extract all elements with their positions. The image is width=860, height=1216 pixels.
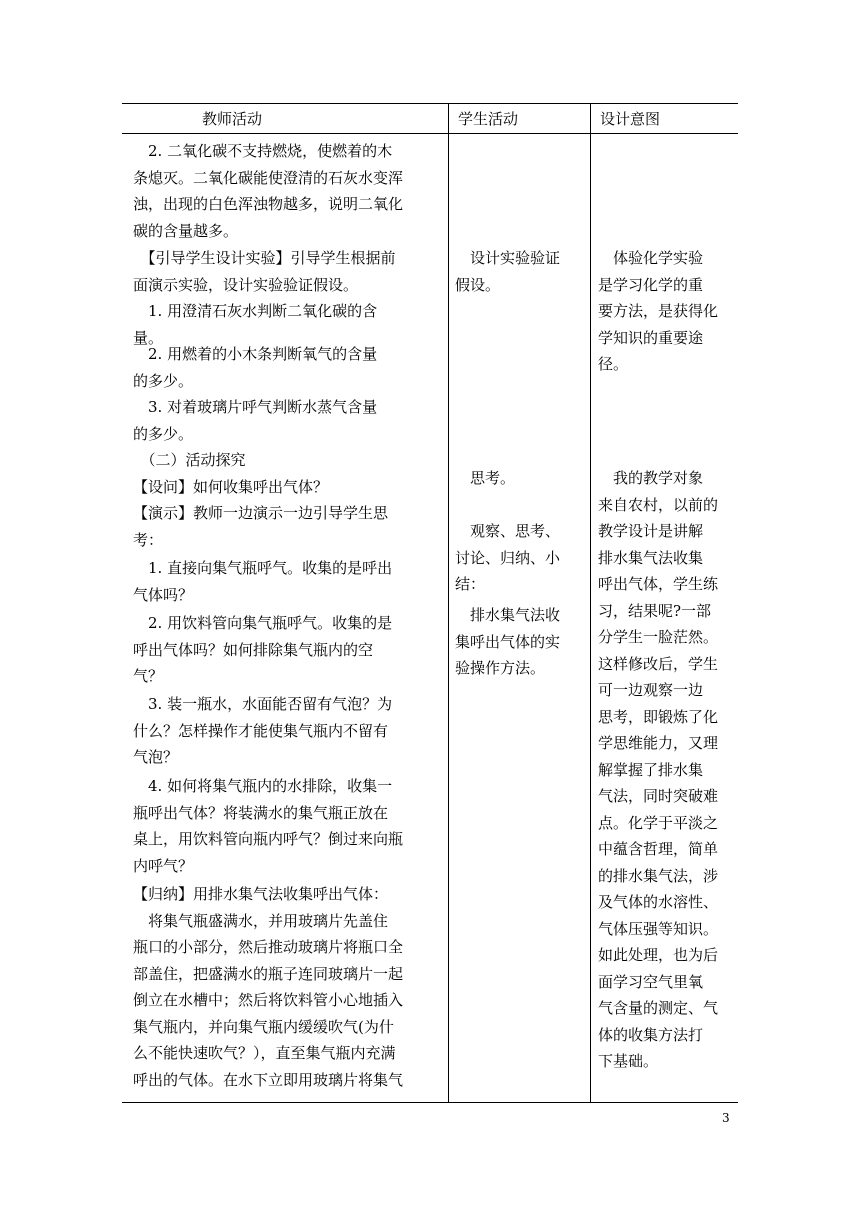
- teacher-line: 呼出的气体。在水下立即用玻璃片将集气: [133, 1070, 404, 1089]
- student-line: 设计实验验证: [455, 249, 561, 267]
- student-line: 集呼出气体的实: [455, 632, 561, 651]
- teacher-line: 气体吗？: [133, 585, 194, 604]
- intent-line: 气法，同时突破难: [598, 787, 719, 805]
- teacher-line: 么不能快速吹气？），直至集气瓶内充满: [133, 1044, 396, 1062]
- teacher-line: 碳的含量越多。: [133, 221, 239, 240]
- teacher-line: 气？: [133, 667, 164, 685]
- teacher-line: 考：: [133, 530, 164, 549]
- intent-line: 思考，即锻炼了化: [598, 707, 719, 726]
- intent-line: 气含量的测定、气: [598, 999, 719, 1017]
- student-line: 讨论、归纳、小: [455, 548, 561, 567]
- teacher-line: 3. 对着玻璃片呼气判断水蒸气含量: [133, 398, 378, 416]
- intent-line: 可一边观察一边: [598, 681, 704, 699]
- header-bottom-rule: [122, 133, 738, 134]
- teacher-line: 桌上，用饮料管向瓶内呼气？倒过来向瓶: [133, 830, 404, 848]
- intent-line: 这样修改后，学生: [598, 654, 719, 673]
- teacher-line: 条熄灭。二氧化碳能使澄清的石灰水变浑: [133, 168, 404, 187]
- student-line: 排水集气法收: [455, 606, 561, 624]
- teacher-line: 2. 二氧化碳不支持燃烧，使燃着的木: [133, 142, 393, 160]
- intent-line: 要方法，是获得化: [598, 302, 719, 320]
- header-teacher-activity: 教师活动: [202, 110, 263, 128]
- intent-line: 教学设计是讲解: [598, 522, 704, 540]
- intent-line: 的排水集气法，涉: [598, 866, 719, 885]
- student-line: 观察、思考、: [455, 522, 561, 540]
- teacher-line: 2. 用燃着的小木条判断氧气的含量: [133, 345, 378, 363]
- intent-line: 分学生一脸茫然。: [598, 628, 719, 646]
- intent-line: 下基础。: [598, 1052, 659, 1070]
- teacher-line: 集气瓶内，并向集气瓶内缓缓吹气(为什: [133, 1017, 394, 1036]
- teacher-line: 将集气瓶盛满水，并用玻璃片先盖住: [133, 911, 389, 930]
- intent-line: 解掌握了排水集: [598, 760, 704, 779]
- teacher-line: 【归纳】用排水集气法收集呼出气体：: [133, 885, 389, 903]
- teacher-line: 1. 直接向集气瓶呼气。收集的是呼出: [133, 559, 393, 577]
- intent-line: 中蕴含哲理，简单: [598, 840, 719, 858]
- teacher-line: 的多少。: [133, 424, 194, 443]
- teacher-line: 部盖住，把盛满水的瓶子连同玻璃片一起: [133, 964, 404, 983]
- teacher-line: 的多少。: [133, 371, 194, 390]
- intent-line: 我的教学对象: [598, 469, 704, 487]
- teacher-line: 什么？怎样操作才能使集气瓶内不留有: [133, 721, 389, 740]
- intent-line: 点。化学于平淡之: [598, 813, 719, 832]
- teacher-line: 量。: [133, 328, 164, 347]
- intent-line: 是学习化学的重: [598, 275, 704, 294]
- intent-line: 排水集气法收集: [598, 548, 704, 567]
- teacher-line: 面演示实验，设计实验验证假设。: [133, 275, 359, 294]
- table-top-rule: [122, 103, 738, 104]
- intent-line: 面学习空气里氧: [598, 972, 704, 991]
- teacher-line: 【设问】如何收集呼出气体？: [133, 477, 329, 496]
- intent-line: 气体压强等知识。: [598, 919, 719, 938]
- intent-line: 径。: [598, 355, 629, 373]
- intent-line: 习，结果呢?一部: [598, 601, 712, 620]
- intent-line: 体验化学实验: [598, 249, 704, 267]
- teacher-line: 倒立在水槽中；然后将饮料管小心地插入: [133, 991, 404, 1009]
- teacher-line: 内呼气？: [133, 856, 194, 875]
- intent-line: 呼出气体，学生练: [598, 575, 719, 593]
- page-number: 3: [722, 1111, 730, 1125]
- teacher-line: 浊，出现的白色浑浊物越多，说明二氧化: [133, 195, 404, 213]
- teacher-line: 1. 用澄清石灰水判断二氧化碳的含: [133, 302, 378, 320]
- column-divider-2: [590, 103, 591, 1103]
- header-student-activity: 学生活动: [458, 110, 519, 128]
- intent-line: 学知识的重要途: [598, 328, 704, 347]
- teacher-line: （二）活动探究: [133, 451, 246, 469]
- teacher-line: 【演示】教师一边演示一边引导学生思: [133, 504, 389, 522]
- student-line: 结：: [455, 575, 486, 593]
- teacher-line: 【引导学生设计实验】引导学生根据前: [133, 249, 396, 267]
- student-line: 验操作方法。: [455, 659, 546, 677]
- intent-line: 及气体的水溶性、: [598, 893, 719, 911]
- teacher-line: 瓶口的小部分，然后推动玻璃片将瓶口全: [133, 938, 404, 956]
- teacher-line: 3. 装一瓶水，水面能否留有气泡？为: [133, 695, 393, 713]
- teacher-line: 呼出气体吗？如何排除集气瓶内的空: [133, 640, 374, 659]
- teacher-line: 气泡？: [133, 748, 179, 766]
- column-divider-1: [448, 103, 449, 1103]
- table-bottom-rule: [122, 1102, 738, 1103]
- intent-line: 如此处理，也为后: [598, 946, 719, 964]
- header-design-intent: 设计意图: [600, 110, 661, 128]
- intent-line: 学思维能力，又理: [598, 734, 719, 752]
- student-line: 思考。: [455, 469, 516, 487]
- teacher-line: 瓶呼出气体？将装满水的集气瓶正放在: [133, 803, 389, 822]
- intent-line: 来自农村，以前的: [598, 495, 719, 514]
- student-line: 假设。: [455, 275, 501, 294]
- teacher-line: 2. 用饮料管向集气瓶呼气。收集的是: [133, 614, 393, 632]
- teacher-line: 4. 如何将集气瓶内的水排除，收集一: [133, 777, 393, 795]
- intent-line: 体的收集方法打: [598, 1025, 704, 1044]
